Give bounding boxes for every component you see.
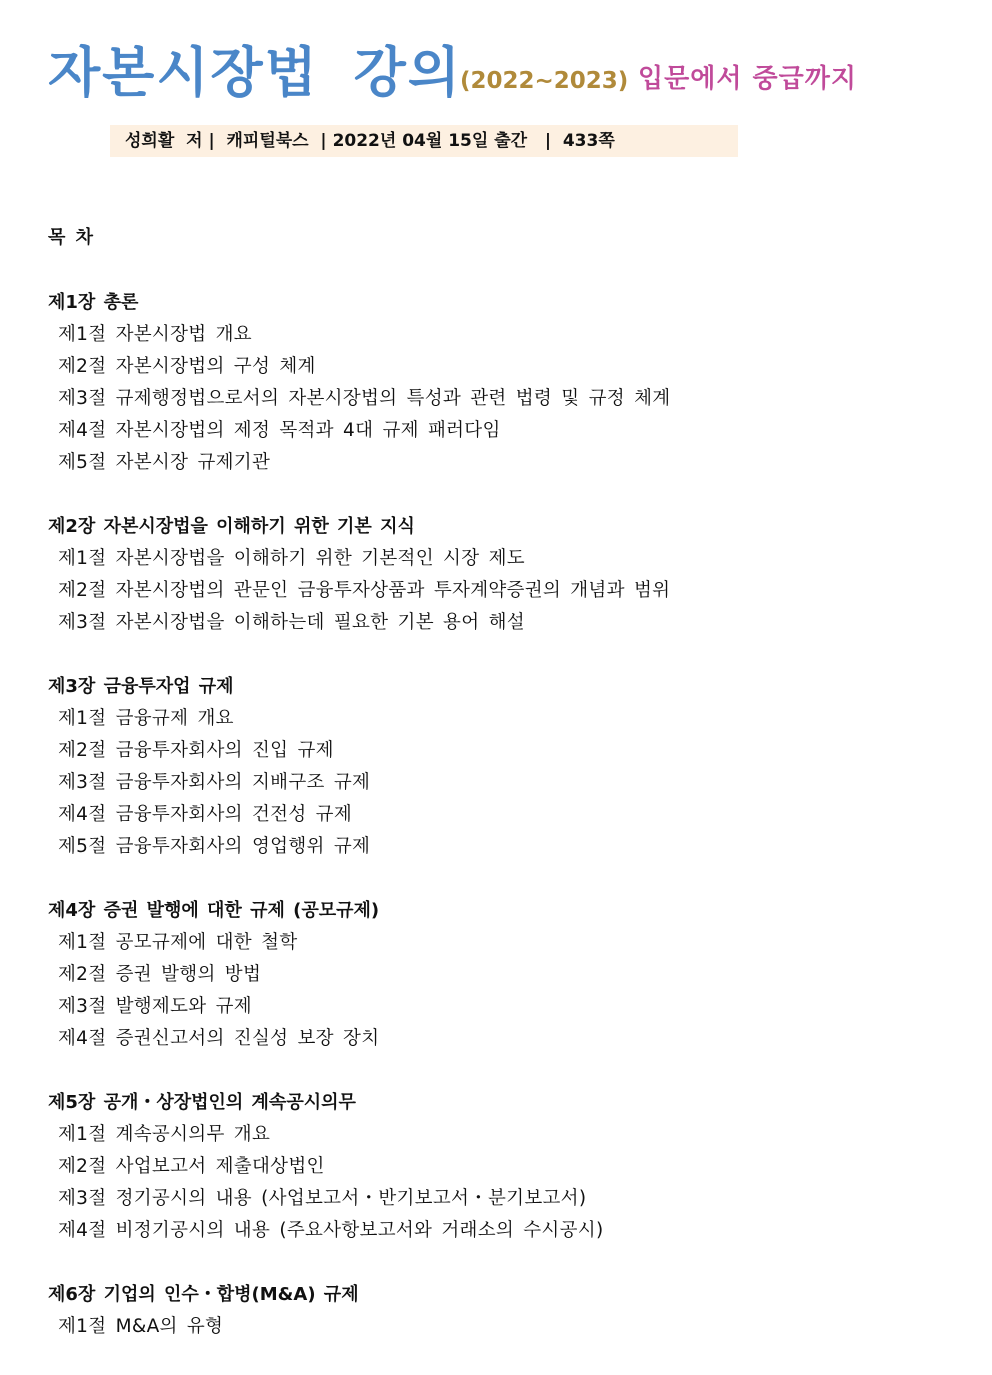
chapter-block xyxy=(48,1279,948,1343)
section-item: 제3절 정기공시의 내용 (사업보고서・반기보고서・분기보고서) xyxy=(58,1188,587,1209)
chapter-title: 제6장 기업의 인수・합병(M&A) 규제 xyxy=(48,1284,359,1305)
section-item: 제4절 자본시장법의 제정 목적과 4대 규제 패러다임 xyxy=(58,420,501,441)
chapter-block xyxy=(48,287,948,479)
chapter-title: 제3장 금융투자업 규제 xyxy=(48,676,234,697)
chapter-title: 제4장 증권 발행에 대한 규제 (공모규제) xyxy=(48,900,380,921)
toc-heading: 목 차 xyxy=(48,227,94,248)
section-item: 제3절 금융투자회사의 지배구조 규제 xyxy=(58,772,371,793)
section-item: 제2절 자본시장법의 관문인 금융투자상품과 투자계약증권의 개념과 범위 xyxy=(58,580,671,601)
section-item: 제2절 금융투자회사의 진입 규제 xyxy=(58,740,334,761)
section-item: 제4절 증권신고서의 진실성 보장 장치 xyxy=(58,1028,380,1049)
section-item: 제1절 금융규제 개요 xyxy=(58,708,234,729)
section-item: 제2절 사업보고서 제출대상법인 xyxy=(58,1156,325,1177)
section-item: 제3절 규제행정법으로서의 자본시장법의 특성과 관련 법령 및 규정 체계 xyxy=(58,388,671,409)
book-subtitle: 입문에서 중급까지 xyxy=(638,64,857,94)
section-item: 제1절 자본시장법 개요 xyxy=(58,324,252,345)
section-item: 제5절 금융투자회사의 영업행위 규제 xyxy=(58,836,371,857)
section-item: 제1절 M&A의 유형 xyxy=(58,1316,224,1337)
section-item: 제2절 자본시장법의 구성 체계 xyxy=(58,356,316,377)
book-years: (2022~2023) xyxy=(460,68,629,94)
section-item: 제4절 금융투자회사의 건전성 규제 xyxy=(58,804,353,825)
section-item: 제4절 비정기공시의 내용 (주요사항보고서와 거래소의 수시공시) xyxy=(58,1220,604,1241)
book-info-text: 성희활 저 | 캐피털북스 | 2022년 04월 15일 출간 | 433쪽 xyxy=(125,131,615,151)
chapter-block xyxy=(48,895,948,1055)
chapter-title: 제2장 자본시장법을 이해하기 위한 기본 지식 xyxy=(48,516,415,537)
chapter-title: 제1장 총론 xyxy=(48,292,139,313)
section-item: 제1절 자본시장법을 이해하기 위한 기본적인 시장 제도 xyxy=(58,548,525,569)
section-item: 제2절 증권 발행의 방법 xyxy=(58,964,262,985)
chapter-block xyxy=(48,511,948,639)
section-item: 제3절 발행제도와 규제 xyxy=(58,996,252,1017)
book-info-bar xyxy=(110,125,738,157)
chapter-block xyxy=(48,1087,948,1247)
book-title: 자본시장법 강의 xyxy=(48,41,462,104)
chapter-title: 제5장 공개・상장법인의 계속공시의무 xyxy=(48,1092,356,1113)
section-item: 제1절 계속공시의무 개요 xyxy=(58,1124,271,1145)
section-item: 제1절 공모규제에 대한 철학 xyxy=(58,932,298,953)
section-item: 제3절 자본시장법을 이해하는데 필요한 기본 용어 해설 xyxy=(58,612,525,633)
chapter-block xyxy=(48,671,948,863)
table-of-contents xyxy=(48,287,948,1375)
section-item: 제5절 자본시장 규제기관 xyxy=(58,452,271,473)
